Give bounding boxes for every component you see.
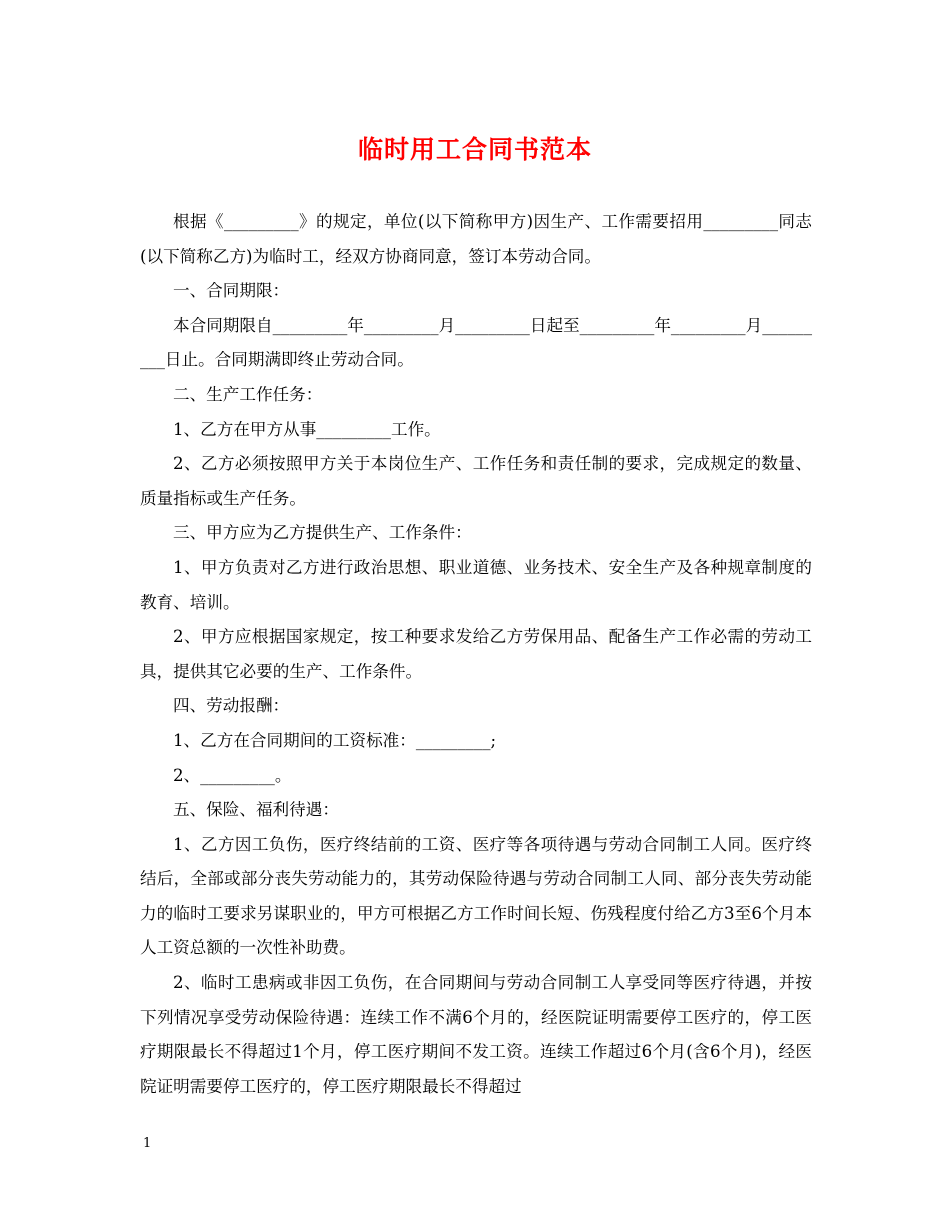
paragraph-task-1: 1、乙方在甲方从事_________工作。: [173, 419, 441, 439]
paragraph-conditions-2: 2、甲方应根据国家规定，按工种要求发给乙方劳保用品、配备生产工作必需的劳动工具，提供其它必要的生产、工作条件。: [140, 627, 812, 681]
document-title: 临时用工合同书范本: [357, 135, 592, 164]
document-body: [140, 205, 812, 1104]
paragraph-insurance-2: 2、临时工患病或非因工负伤，在合同期间与劳动合同制工人享受同等医疗待遇，并按下列情况享受劳动保险待遇：连续工作不满6个月的，经医院证明需要停工医疗的，停工医疗期限最长不得超过1个月，停工医疗期间不发工资。连续工作超过6个月(含6个月)，经医院证明需要停工医疗的，停工医疗期限最长不得超过: [140, 973, 812, 1096]
section-heading-remuneration: 四、劳动报酬：: [173, 696, 290, 716]
paragraph-task-2: 2、乙方必须按照甲方关于本岗位生产、工作任务和责任制的要求，完成规定的数量、质量指标或生产任务。: [140, 454, 812, 508]
section-heading-insurance: 五、保险、福利待遇：: [173, 800, 339, 820]
section-heading-tasks: 二、生产工作任务：: [173, 384, 323, 404]
paragraph-remuneration-2: 2、_________。: [173, 765, 292, 785]
paragraph-preamble: 根据《_________》的规定，单位(以下简称甲方)因生产、工作需要招用_________同志(以下简称乙方)为临时工，经双方协商同意，签订本劳动合同。: [140, 212, 812, 266]
page-number: 1: [143, 1136, 152, 1151]
paragraph-term-dates: 本合同期限自_________年_________月_________日起至_________年_________月_________日止。合同期满即终止劳动合同。: [140, 315, 812, 370]
section-heading-term: 一、合同期限：: [173, 281, 290, 301]
section-heading-conditions: 三、甲方应为乙方提供生产、工作条件：: [173, 523, 472, 543]
paragraph-insurance-1: 1、乙方因工负伤，医疗终结前的工资、医疗等各项待遇与劳动合同制工人同。医疗终结后，全部或部分丧失劳动能力的，其劳动保险待遇与劳动合同制工人同、部分丧失劳动能力的临时工要求另谋职业的，甲方可根据乙方工作时间长短、伤残程度付给乙方3至6个月本人工资总额的一次性补助费。: [140, 834, 812, 958]
paragraph-remuneration-1: 1、乙方在合同期间的工资标准：_________;: [173, 730, 497, 750]
paragraph-conditions-1: 1、甲方负责对乙方进行政治思想、职业道德、业务技术、安全生产及各种规章制度的教育、培训。: [140, 557, 812, 612]
